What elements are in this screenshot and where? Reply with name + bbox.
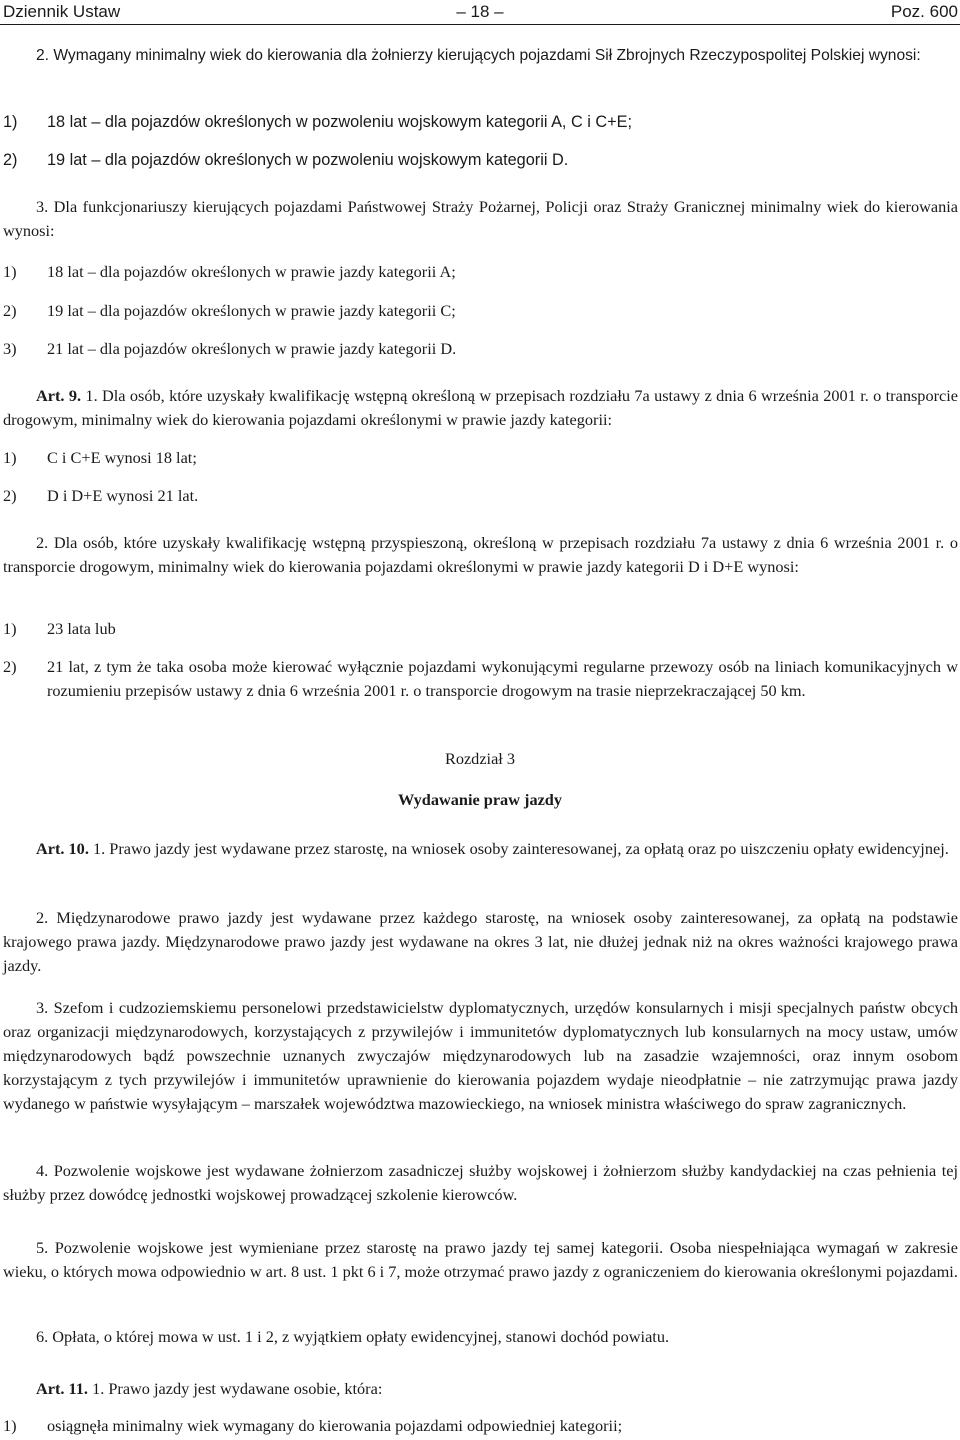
list-item [3, 484, 958, 508]
list-number: 2) [3, 301, 17, 320]
list-text: D i D+E wynosi 21 lat. [47, 486, 199, 505]
list-item [3, 260, 958, 284]
position-number: Poz. 600 [890, 2, 958, 21]
article-text: 1. Prawo jazdy jest wydawane osobie, która: [88, 1379, 383, 1398]
list-number: 1) [3, 619, 17, 638]
paragraph-3: 3. Dla funkcjonariuszy kierujących pojazdami Państwowej Straży Pożarnej, Policji oraz Straży Granicznej minimalny wiek do kierowania wynosi: [3, 197, 958, 240]
list-item [3, 655, 958, 703]
list-item [3, 617, 958, 641]
article-label: Art. 11. [36, 1379, 88, 1398]
list-text: 18 lat – dla pojazdów określonych w prawie jazdy kategorii A; [47, 262, 456, 281]
list-number: 2) [3, 486, 17, 505]
list-text: osiągnęła minimalny wiek wymagany do kierowania pojazdami odpowiedniej kategorii; [47, 1416, 623, 1435]
journal-title: Dziennik Ustaw [3, 2, 121, 21]
list-number: 1) [3, 262, 17, 281]
page-header [0, 0, 960, 25]
paragraph-10-5: 5. Pozwolenie wojskowe jest wymieniane przez starostę na prawo jazdy tej samej kategorii. Osoba niespełniająca wymagań w zakresie wieku, o których mowa odpowiednio w art. 8 ust. 1 pkt 6 i 7, może otrzymać prawo jazdy z ograniczeniem do kierowania określonymi pojazdami. [3, 1238, 958, 1281]
list-text: 21 lat, z tym że taka osoba może kierować wyłącznie pojazdami wykonującymi regularne przewozy osób na liniach komunikacyjnych w rozumieniu przepisów ustawy z dnia 6 września 2001 r. o transporcie drogowym na trasie nieprzekraczającej 50 km. [47, 657, 958, 700]
list-item [3, 110, 958, 134]
paragraph-10-3: 3. Szefom i cudzoziemskiemu personelowi przedstawicielstw dyplomatycznych, urzędów konsularnych i misji specjalnych państw obcych oraz organizacji międzynarodowych, korzystających z przywilejów i immunitetów dyplomatycznych lub konsularnych na mocy ustaw, umów międzynarodowych bądź powszechnie uznanych zwyczajów międzynarodowych lub na zasadzie wzajemności, oraz innym osobom korzystającym z tych przywilejów i immunitetów uprawnienie do kierowania pojazdem wydaje nieodpłatnie – nie zatrzymując prawa jazdy wydanego w państwie wysyłającym – marszałek województwa mazowieckiego, na wniosek ministra właściwego do spraw zagranicznych. [3, 998, 958, 1113]
list-item [3, 446, 958, 470]
paragraph-10-6: 6. Opłata, o której mowa w ust. 1 i 2, z wyjątkiem opłaty ewidencyjnej, stanowi dochód powiatu. [36, 1327, 670, 1346]
article-text: 1. Prawo jazdy jest wydawane przez starostę, na wniosek osoby zainteresowanej, za opłatą oraz po uiszczeniu opłaty ewidencyjnej. [88, 839, 949, 858]
list-text: 21 lat – dla pojazdów określonych w prawie jazdy kategorii D. [47, 339, 457, 358]
list-item [3, 337, 958, 361]
list-text: 19 lat – dla pojazdów określonych w pozwoleniu wojskowym kategorii D. [47, 151, 569, 169]
article-text: 1. Dla osób, które uzyskały kwalifikację wstępną określoną w przepisach rozdziału 7a ustawy z dnia 6 września 2001 r. o transporcie drogowym, minimalny wiek do kierowania pojazdami określonymi w prawie jazdy kategorii: [3, 386, 958, 429]
list-text: 19 lat – dla pojazdów określonych w prawie jazdy kategorii C; [47, 301, 456, 320]
article-label: Art. 9. [36, 386, 82, 405]
list-number: 1) [3, 113, 18, 131]
list-text: 18 lat – dla pojazdów określonych w pozwoleniu wojskowym kategorii A, C i C+E; [47, 113, 633, 131]
paragraph-2: 2. Wymagany minimalny wiek do kierowania dla żołnierzy kierujących pojazdami Sił Zbrojnych Rzeczypospolitej Polskiej wynosi: [36, 47, 921, 64]
page-number: – 18 – [456, 2, 504, 21]
list-item [3, 299, 958, 323]
list-text: C i C+E wynosi 18 lat; [47, 448, 197, 467]
article-10 [3, 837, 958, 861]
list-number: 1) [3, 448, 17, 467]
list-number: 2) [3, 657, 17, 676]
chapter-number: Rozdział 3 [444, 749, 516, 768]
paragraph-10-4: 4. Pozwolenie wojskowe jest wydawane żołnierzom zasadniczej służby wojskowej i żołnierzom służby kandydackiej na czas pełnienia tej służby przez dowódcę jednostki wojskowej prowadzącej szkolenie kierowców. [3, 1161, 958, 1204]
article-11 [3, 1377, 958, 1401]
list-item [3, 1414, 958, 1438]
list-number: 3) [3, 339, 17, 358]
list-number: 1) [3, 1416, 17, 1435]
article-9 [3, 384, 958, 432]
paragraph-10-2: 2. Międzynarodowe prawo jazdy jest wydawane przez każdego starostę, na wniosek osoby zainteresowanej, za opłatą na podstawie krajowego prawa jazdy. Międzynarodowe prawo jazdy jest wydawane na okres 3 lat, nie dłużej jednak niż na okres ważności krajowego prawa jazdy. [3, 908, 958, 975]
chapter-title-text: Wydawanie praw jazdy [397, 790, 563, 809]
list-number: 2) [3, 151, 18, 169]
list-item [3, 148, 958, 172]
article-label: Art. 10. [36, 839, 89, 858]
list-text: 23 lata lub [47, 619, 116, 638]
paragraph-9-2: 2. Dla osób, które uzyskały kwalifikację wstępną przyspieszoną, określoną w przepisach rozdziału 7a ustawy z dnia 6 września 2001 r. o transporcie drogowym, minimalny wiek do kierowania pojazdami określonymi w prawie jazdy kategorii D i D+E wynosi: [3, 533, 958, 576]
chapter-title [0, 788, 960, 812]
